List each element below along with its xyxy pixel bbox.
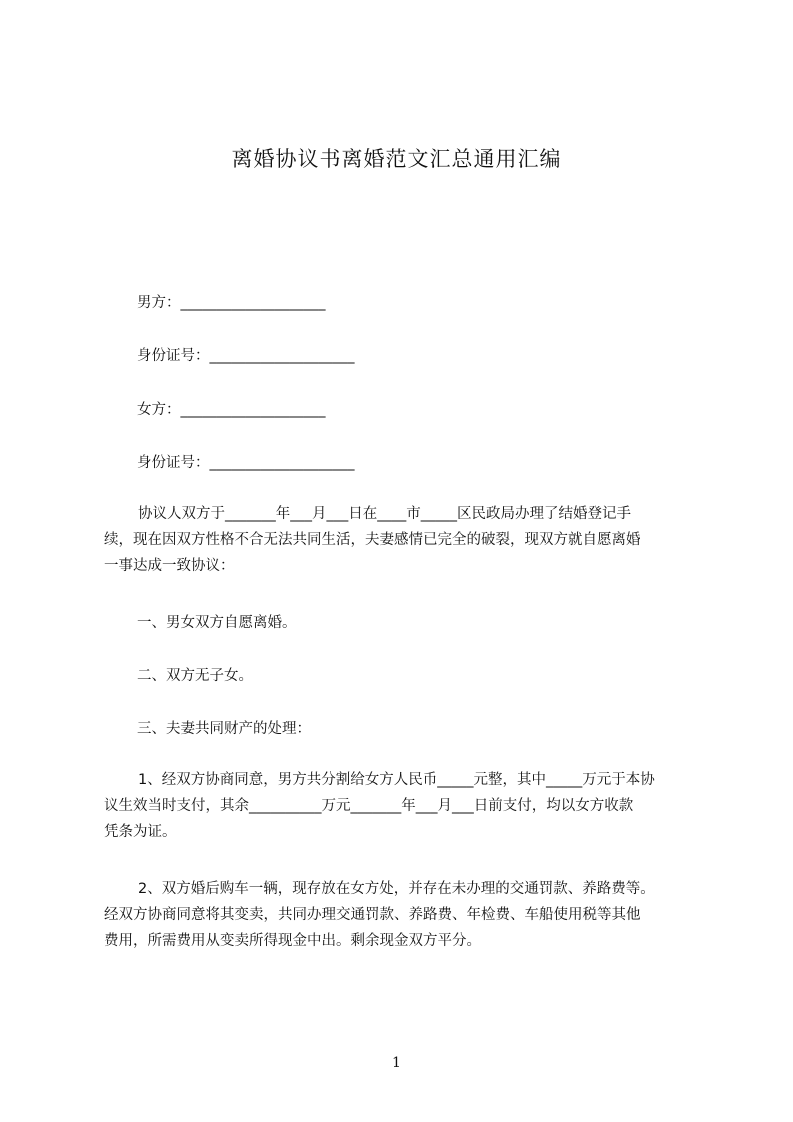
item-two: 二、双方无子女。 bbox=[137, 668, 253, 684]
clause-1-line-3: 凭条为证。 bbox=[104, 824, 177, 840]
clause-1-line-2: 议生效当时支付，其余__________万元_______年___月___日前支付，均以女方收款 bbox=[104, 798, 634, 814]
clause-2-paragraph bbox=[104, 876, 704, 954]
clause-2-line-2: 经双方协商同意将其变卖，共同办理交通罚款、养路费、年检费、车船使用税等其他 bbox=[104, 907, 641, 923]
intro-line-2: 续，现在因双方性格不合无法共同生活，夫妻感情已完全的破裂，现双方就自愿离婚 bbox=[104, 532, 641, 548]
clause-1-line-1: 1、经双方协商同意，男方共分割给女方人民币_____元整，其中_____万元于本协 bbox=[138, 772, 655, 788]
intro-paragraph bbox=[104, 501, 704, 579]
page-number: 1 bbox=[392, 1055, 401, 1071]
clause-1-paragraph bbox=[104, 767, 704, 845]
item-one: 一、男女双方自愿离婚。 bbox=[137, 615, 297, 631]
husband-id-field: 身份证号：____________________ bbox=[137, 348, 355, 364]
clause-2-line-1: 2、双方婚后购车一辆，现存放在女方处，并存在未办理的交通罚款、养路费等。 bbox=[138, 881, 655, 897]
husband-field: 男方：____________________ bbox=[137, 295, 326, 311]
document-title: 离婚协议书离婚范文汇总通用汇编 bbox=[231, 147, 562, 171]
intro-line-1: 协议人双方于_______年___月___日在____市_____区民政局办理了结婚登记手 bbox=[138, 506, 631, 522]
clause-2-line-3: 费用，所需费用从变卖所得现金中出。剩余现金双方平分。 bbox=[104, 933, 481, 949]
wife-field: 女方：____________________ bbox=[137, 402, 326, 418]
item-three: 三、夫妻共同财产的处理： bbox=[137, 721, 311, 737]
intro-line-3: 一事达成一致协议： bbox=[104, 558, 235, 574]
wife-id-field: 身份证号：____________________ bbox=[137, 455, 355, 471]
